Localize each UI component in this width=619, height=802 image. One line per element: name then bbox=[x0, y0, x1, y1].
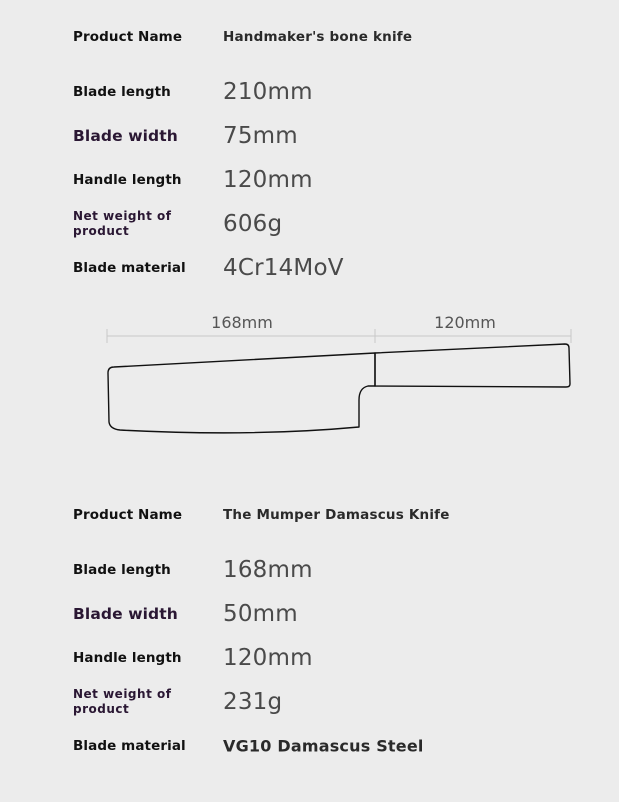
spec-label: Net weight of product bbox=[73, 687, 172, 716]
spec-row-handle-length bbox=[73, 636, 593, 680]
spec-value: 606g bbox=[223, 211, 283, 237]
spec-label: Blade material bbox=[73, 738, 186, 754]
product1-spec-table bbox=[73, 24, 593, 290]
spec-value: 75mm bbox=[223, 123, 298, 149]
spec-row-blade-material bbox=[73, 246, 593, 290]
spec-row-product-name bbox=[73, 24, 593, 50]
spec-row-net-weight bbox=[73, 202, 593, 246]
knife-outline-svg bbox=[0, 300, 619, 450]
knife-dimension-diagram bbox=[0, 300, 619, 450]
spec-value: The Mumper Damascus Knife bbox=[223, 507, 450, 523]
spec-label: Blade width bbox=[73, 127, 178, 145]
spec-value: 231g bbox=[223, 689, 283, 715]
spec-label: Blade length bbox=[73, 562, 171, 578]
spec-value: 120mm bbox=[223, 645, 313, 671]
spec-label: Handle length bbox=[73, 650, 182, 666]
spec-value: 168mm bbox=[223, 557, 313, 583]
spec-value: Handmaker's bone knife bbox=[223, 29, 413, 45]
spec-row-blade-length bbox=[73, 548, 593, 592]
handle-outline bbox=[375, 344, 570, 387]
spec-value: VG10 Damascus Steel bbox=[223, 736, 424, 756]
spec-row-blade-width bbox=[73, 114, 593, 158]
spec-label: Product Name bbox=[73, 507, 183, 523]
spec-row-net-weight bbox=[73, 680, 593, 724]
spec-row-handle-length bbox=[73, 158, 593, 202]
spec-value: 210mm bbox=[223, 79, 313, 105]
spec-label: Blade width bbox=[73, 605, 178, 623]
spec-value: 4Cr14MoV bbox=[223, 255, 344, 281]
spec-label: Net weight of product bbox=[73, 209, 172, 238]
handle-dimension-label: 120mm bbox=[434, 313, 496, 332]
spec-label: Handle length bbox=[73, 172, 182, 188]
blade-dimension-label: 168mm bbox=[211, 313, 273, 332]
blade-outline bbox=[108, 353, 375, 433]
product2-spec-table bbox=[73, 502, 593, 768]
spec-label: Blade length bbox=[73, 84, 171, 100]
spec-row-blade-width bbox=[73, 592, 593, 636]
spec-row-product-name bbox=[73, 502, 593, 528]
spec-value: 120mm bbox=[223, 167, 313, 193]
spec-value: 50mm bbox=[223, 601, 298, 627]
spec-row-blade-length bbox=[73, 70, 593, 114]
spec-label: Blade material bbox=[73, 260, 186, 276]
spec-row-blade-material bbox=[73, 724, 593, 768]
spec-label: Product Name bbox=[73, 29, 183, 45]
